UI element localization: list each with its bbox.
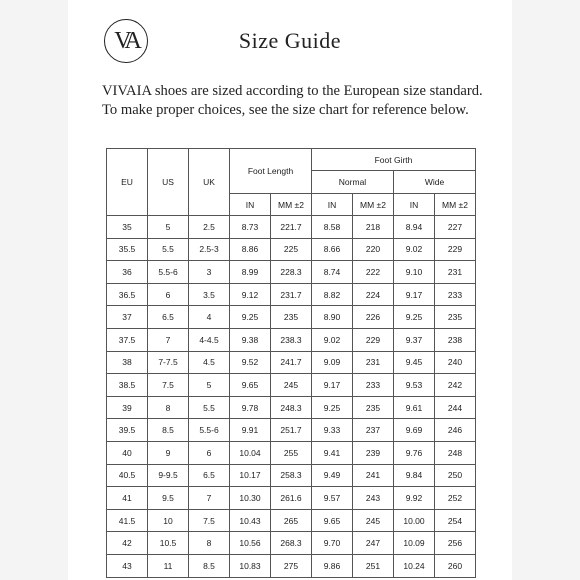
table-row [107, 509, 476, 532]
cell-normal-in: 9.86 [312, 554, 353, 577]
cell-normal-in: 8.58 [312, 216, 353, 239]
table-row [107, 306, 476, 329]
cell-length-mm: 221.7 [271, 216, 312, 239]
cell-length-mm: 248.3 [271, 396, 312, 419]
cell-length-mm: 265 [271, 509, 312, 532]
cell-length-in: 10.17 [230, 464, 271, 487]
header-wide: Wide [394, 171, 476, 194]
cell-uk: 5.5-6 [189, 419, 230, 442]
cell-uk: 7.5 [189, 509, 230, 532]
cell-us: 9 [148, 441, 189, 464]
cell-normal-in: 9.02 [312, 328, 353, 351]
table-row [107, 487, 476, 510]
cell-us: 9-9.5 [148, 464, 189, 487]
header-normal-in: IN [312, 194, 353, 216]
cell-length-in: 9.12 [230, 283, 271, 306]
cell-eu: 36.5 [107, 283, 148, 306]
header-us: US [148, 149, 189, 216]
cell-us: 11 [148, 554, 189, 577]
cell-normal-in: 9.09 [312, 351, 353, 374]
cell-normal-in: 9.25 [312, 396, 353, 419]
intro-line-2: To make proper choices, see the size chart for reference below. [102, 102, 469, 118]
cell-eu: 35 [107, 216, 148, 239]
cell-wide-in: 9.61 [394, 396, 435, 419]
cell-wide-mm: 250 [435, 464, 476, 487]
cell-wide-in: 9.25 [394, 306, 435, 329]
cell-us: 7.5 [148, 374, 189, 397]
cell-us: 7-7.5 [148, 351, 189, 374]
cell-wide-in: 9.10 [394, 261, 435, 284]
table-row [107, 419, 476, 442]
cell-uk: 5.5 [189, 396, 230, 419]
cell-length-mm: 245 [271, 374, 312, 397]
cell-normal-in: 9.41 [312, 441, 353, 464]
table-row [107, 238, 476, 261]
cell-uk: 5 [189, 374, 230, 397]
cell-wide-in: 10.00 [394, 509, 435, 532]
cell-length-mm: 225 [271, 238, 312, 261]
cell-us: 7 [148, 328, 189, 351]
table-row [107, 283, 476, 306]
table-row [107, 351, 476, 374]
cell-normal-mm: 229 [353, 328, 394, 351]
cell-wide-mm: 231 [435, 261, 476, 284]
cell-length-mm: 231.7 [271, 283, 312, 306]
cell-length-in: 9.52 [230, 351, 271, 374]
cell-us: 8 [148, 396, 189, 419]
table-row [107, 261, 476, 284]
cell-normal-in: 8.82 [312, 283, 353, 306]
cell-length-in: 9.78 [230, 396, 271, 419]
cell-length-in: 10.30 [230, 487, 271, 510]
cell-eu: 40 [107, 441, 148, 464]
header-normal: Normal [312, 171, 394, 194]
header-eu: EU [107, 149, 148, 216]
cell-us: 6 [148, 283, 189, 306]
cell-length-in: 10.83 [230, 554, 271, 577]
cell-uk: 3 [189, 261, 230, 284]
cell-normal-mm: 235 [353, 396, 394, 419]
cell-length-mm: 251.7 [271, 419, 312, 442]
cell-wide-mm: 227 [435, 216, 476, 239]
cell-normal-mm: 224 [353, 283, 394, 306]
cell-length-in: 8.73 [230, 216, 271, 239]
cell-wide-in: 9.92 [394, 487, 435, 510]
cell-eu: 37.5 [107, 328, 148, 351]
cell-uk: 4 [189, 306, 230, 329]
cell-wide-in: 9.37 [394, 328, 435, 351]
cell-wide-mm: 235 [435, 306, 476, 329]
cell-wide-mm: 256 [435, 532, 476, 555]
cell-normal-mm: 222 [353, 261, 394, 284]
cell-us: 5 [148, 216, 189, 239]
table-row [107, 374, 476, 397]
header-normal-mm: MM ±2 [353, 194, 394, 216]
header-wide-in: IN [394, 194, 435, 216]
size-chart-table [106, 148, 476, 578]
cell-length-mm: 258.3 [271, 464, 312, 487]
cell-wide-mm: 240 [435, 351, 476, 374]
cell-normal-mm: 251 [353, 554, 394, 577]
cell-length-in: 9.38 [230, 328, 271, 351]
cell-uk: 4.5 [189, 351, 230, 374]
cell-length-in: 10.56 [230, 532, 271, 555]
cell-wide-mm: 242 [435, 374, 476, 397]
table-row [107, 441, 476, 464]
cell-uk: 6 [189, 441, 230, 464]
cell-us: 5.5 [148, 238, 189, 261]
cell-uk: 2.5-3 [189, 238, 230, 261]
table-row [107, 396, 476, 419]
cell-normal-mm: 233 [353, 374, 394, 397]
cell-wide-in: 8.94 [394, 216, 435, 239]
cell-normal-mm: 245 [353, 509, 394, 532]
cell-eu: 38.5 [107, 374, 148, 397]
cell-eu: 39.5 [107, 419, 148, 442]
cell-normal-in: 8.74 [312, 261, 353, 284]
cell-eu: 41 [107, 487, 148, 510]
cell-us: 6.5 [148, 306, 189, 329]
cell-wide-mm: 252 [435, 487, 476, 510]
cell-length-mm: 238.3 [271, 328, 312, 351]
cell-wide-in: 10.24 [394, 554, 435, 577]
cell-normal-mm: 237 [353, 419, 394, 442]
cell-wide-mm: 254 [435, 509, 476, 532]
cell-length-in: 9.91 [230, 419, 271, 442]
cell-wide-in: 10.09 [394, 532, 435, 555]
cell-wide-in: 9.76 [394, 441, 435, 464]
cell-normal-mm: 247 [353, 532, 394, 555]
header-wide-mm: MM ±2 [435, 194, 476, 216]
cell-length-in: 9.25 [230, 306, 271, 329]
cell-length-mm: 235 [271, 306, 312, 329]
cell-us: 5.5-6 [148, 261, 189, 284]
cell-eu: 38 [107, 351, 148, 374]
table-row [107, 532, 476, 555]
cell-wide-in: 9.45 [394, 351, 435, 374]
cell-wide-mm: 244 [435, 396, 476, 419]
cell-wide-in: 9.84 [394, 464, 435, 487]
table-row [107, 328, 476, 351]
cell-normal-in: 8.66 [312, 238, 353, 261]
table-row [107, 216, 476, 239]
cell-length-in: 10.04 [230, 441, 271, 464]
cell-length-in: 10.43 [230, 509, 271, 532]
cell-wide-mm: 246 [435, 419, 476, 442]
cell-wide-mm: 260 [435, 554, 476, 577]
cell-wide-mm: 229 [435, 238, 476, 261]
cell-normal-mm: 218 [353, 216, 394, 239]
cell-wide-in: 9.02 [394, 238, 435, 261]
cell-normal-in: 9.57 [312, 487, 353, 510]
cell-uk: 2.5 [189, 216, 230, 239]
table-row [107, 464, 476, 487]
intro-text [102, 82, 502, 120]
cell-normal-mm: 220 [353, 238, 394, 261]
cell-normal-in: 9.70 [312, 532, 353, 555]
cell-eu: 41.5 [107, 509, 148, 532]
cell-length-mm: 228.3 [271, 261, 312, 284]
cell-wide-in: 9.53 [394, 374, 435, 397]
header-length-in: IN [230, 194, 271, 216]
cell-uk: 8 [189, 532, 230, 555]
cell-length-mm: 268.3 [271, 532, 312, 555]
cell-normal-mm: 243 [353, 487, 394, 510]
brand-logo-text: VA [114, 27, 138, 54]
header-foot-length: Foot Length [230, 149, 312, 194]
cell-eu: 37 [107, 306, 148, 329]
cell-length-in: 8.99 [230, 261, 271, 284]
cell-normal-in: 8.90 [312, 306, 353, 329]
cell-eu: 35.5 [107, 238, 148, 261]
cell-us: 9.5 [148, 487, 189, 510]
cell-length-mm: 255 [271, 441, 312, 464]
header-foot-girth: Foot Girth [312, 149, 476, 171]
cell-uk: 7 [189, 487, 230, 510]
size-chart-body [107, 216, 476, 578]
cell-us: 10.5 [148, 532, 189, 555]
cell-length-mm: 261.6 [271, 487, 312, 510]
cell-normal-mm: 241 [353, 464, 394, 487]
cell-wide-in: 9.69 [394, 419, 435, 442]
cell-length-in: 8.86 [230, 238, 271, 261]
cell-normal-in: 9.17 [312, 374, 353, 397]
cell-uk: 6.5 [189, 464, 230, 487]
header-length-mm: MM ±2 [271, 194, 312, 216]
cell-normal-mm: 239 [353, 441, 394, 464]
cell-eu: 36 [107, 261, 148, 284]
cell-length-mm: 241.7 [271, 351, 312, 374]
cell-length-in: 9.65 [230, 374, 271, 397]
cell-wide-in: 9.17 [394, 283, 435, 306]
cell-normal-in: 9.33 [312, 419, 353, 442]
header-uk: UK [189, 149, 230, 216]
cell-normal-mm: 231 [353, 351, 394, 374]
cell-wide-mm: 233 [435, 283, 476, 306]
cell-eu: 42 [107, 532, 148, 555]
cell-uk: 3.5 [189, 283, 230, 306]
cell-uk: 8.5 [189, 554, 230, 577]
page-title: Size Guide [238, 28, 342, 53]
cell-eu: 39 [107, 396, 148, 419]
cell-uk: 4-4.5 [189, 328, 230, 351]
cell-us: 8.5 [148, 419, 189, 442]
intro-line-1: VIVAIA shoes are sized according to the European size standard. [102, 83, 483, 99]
table-row [107, 554, 476, 577]
cell-normal-in: 9.49 [312, 464, 353, 487]
cell-length-mm: 275 [271, 554, 312, 577]
cell-normal-mm: 226 [353, 306, 394, 329]
cell-wide-mm: 238 [435, 328, 476, 351]
cell-us: 10 [148, 509, 189, 532]
cell-eu: 40.5 [107, 464, 148, 487]
cell-normal-in: 9.65 [312, 509, 353, 532]
cell-eu: 43 [107, 554, 148, 577]
cell-wide-mm: 248 [435, 441, 476, 464]
